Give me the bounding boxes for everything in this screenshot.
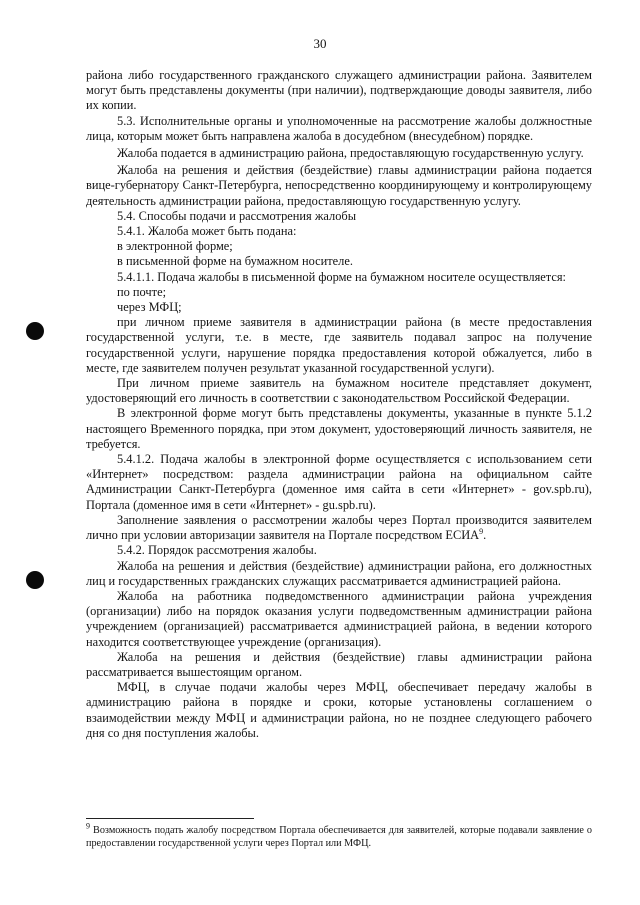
paragraph: 5.4.1.1. Подача жалобы в письменной форме на бумажном носителе осуществляется: [117, 269, 566, 284]
paragraph: Заполнение заявления о рассмотрении жалобы через Портал производится заявителем лично при условии авторизации заявителя на Портале посредством ЕСИА$^9$. [86, 512, 592, 543]
paragraph: Жалоба на решения и действия (бездействие) главы администрации района подается вице-губернатору Санкт-Петербурга, непосредственно координирующему и контролирующему деятельность администрации района, предоставляющую государственную услугу. [86, 163, 592, 208]
punch-hole [26, 322, 44, 340]
page-number: 30 [313, 36, 327, 51]
document-body [86, 68, 592, 741]
paragraph: Жалоба на решения и действия (бездействие) главы администрации района рассматривается вышестоящим органом. [86, 649, 592, 679]
paragraph: Жалоба на работника подведомственного администрации района учреждения (организации) либо на порядок оказания услуги подведомственным администрации района учреждением (организацией) рассматривается администрацией района, в ведении которого находится соответствующее учреждение (организация). [86, 588, 592, 649]
paragraph: При личном приеме заявитель на бумажном носителе представляет документ, удостоверяющий его личность в соответствии с законодательством Российской Федерации. [86, 376, 592, 406]
paragraph: 5.4.1. Жалоба может быть подана: [117, 224, 297, 239]
footnote [86, 821, 593, 850]
footnote-divider [86, 818, 254, 819]
list-item: через МФЦ; [117, 300, 182, 315]
paragraph: 5.4.1.2. Подача жалобы в электронной форме осуществляется с использованием сети «Интернет» посредством: раздела администрации района на официальном сайте Администрации Санкт-Петербурга (доменное имя сайта в сети «Интернет» - gov.spb.ru), Портала (доменное имя в сети «Интернет» - gu.spb.ru). [86, 452, 592, 512]
paragraph: Жалоба подается в администрацию района, предоставляющую государственную услугу. [117, 146, 584, 161]
list-item: в электронной форме; [117, 239, 233, 254]
footnote-marker: 9 [86, 821, 90, 831]
footnote-text: Возможность подать жалобу посредством Портала обеспечивается для заявителей, которые подавали заявление о предоставлении государственной услуги через Портал или МФЦ. [86, 825, 593, 849]
paragraph: Жалоба на решения и действия (бездействие) администрации района, его должностных лиц и государственных гражданских служащих рассматривается администрацией района. [86, 558, 592, 588]
list-item: в письменной форме на бумажном носителе. [117, 254, 353, 269]
list-item: по почте; [117, 284, 167, 299]
list-item: при личном приеме заявителя в администрации района (в месте предоставления государственной услуги, т.е. в месте, где заявитель подавал запрос на получение государственной услуги, нарушение порядка предоставления которой обжалуется, либо в месте, где заявителем получен результат указанной государственной услуги). [86, 315, 592, 375]
footnote-reference: 9 [479, 526, 484, 536]
paragraph: района либо государственного гражданского служащего администрации района. Заявителем могут быть представлены документы (при наличии), подтверждающие доводы заявителя, либо их копии. [86, 68, 592, 113]
section-heading: 5.4. Способы подачи и рассмотрения жалобы [117, 208, 357, 223]
paragraph: 5.4.2. Порядок рассмотрения жалобы. [117, 543, 317, 558]
punch-hole [26, 571, 44, 589]
paragraph-text: Заполнение заявления о рассмотрении жалобы через Портал производится заявителем лично при условии авторизации заявителя на Портале посредством ЕСИА [86, 512, 592, 543]
paragraph: 5.3. Исполнительные органы и уполномоченные на рассмотрение жалобы должностные лица, которым может быть направлена жалоба в досудебном (внесудебном) порядке. [86, 113, 592, 143]
paragraph: МФЦ, в случае подачи жалобы через МФЦ, обеспечивает передачу жалобы в администрацию района в порядке и сроки, которые установлены соглашением о взаимодействии между МФЦ и администрации района, но не позднее следующего рабочего дня со дня поступления жалобы. [86, 680, 592, 740]
paragraph: В электронной форме могут быть представлены документы, указанные в пункте 5.1.2 настоящего Временного порядка, при этом документ, удостоверяющий личность заявителя, не требуется. [86, 406, 592, 451]
